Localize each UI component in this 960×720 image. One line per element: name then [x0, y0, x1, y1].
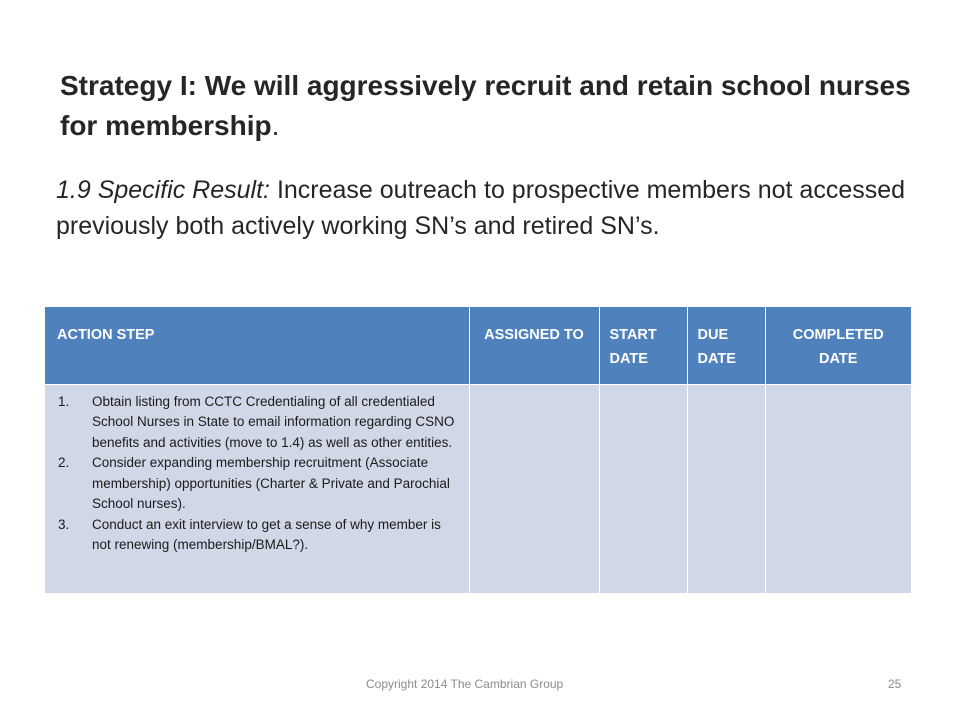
specific-result-text: Increase outreach to prospective members not accessed previously both actively working SN’s and retired SN’s. [56, 176, 906, 240]
step-number: 1. [58, 393, 70, 409]
slide-title-period: . [271, 110, 280, 141]
header-assigned-to: ASSIGNED TO [469, 307, 599, 384]
due-date-cell [687, 384, 765, 593]
assigned-to-cell [469, 384, 599, 593]
action-step-cell [45, 384, 469, 593]
list-item [46, 392, 460, 454]
specific-result-label: 1.9 Specific Result: [56, 176, 270, 204]
action-steps-table [45, 307, 911, 593]
action-step-list [46, 386, 468, 556]
table-row [45, 384, 911, 593]
list-item [46, 453, 460, 515]
table-header-row [45, 307, 911, 384]
step-text: Conduct an exit interview to get a sense of why member is not renewing (membership/BMAL?). [92, 516, 441, 552]
copyright-text: Copyright 2014 The Cambrian Group [366, 677, 564, 691]
specific-result [56, 172, 906, 244]
completed-date-cell [765, 384, 911, 593]
slide-title-text: Strategy I: We will aggressively recruit and retain school nurses for membership [60, 70, 911, 141]
header-completed-date: COMPLETED DATE [765, 307, 911, 384]
step-text: Consider expanding membership recruitment (Associate membership) opportunities (Charter & Private and Parochial School nurses). [92, 455, 450, 511]
slide-title [60, 66, 920, 146]
step-number: 2. [58, 455, 70, 470]
step-number: 3. [58, 516, 70, 532]
header-due-date: DUE DATE [687, 307, 765, 384]
list-item [46, 515, 460, 556]
start-date-cell [599, 384, 687, 593]
page-number: 25 [888, 677, 902, 691]
header-start-date: START DATE [599, 307, 687, 384]
step-text: Obtain listing from CCTC Credentialing of all credentialed School Nurses in State to email information regarding CSNO benefits and activities (move to 1.4) as well as other entities. [92, 393, 455, 450]
header-action-step: ACTION STEP [45, 307, 469, 384]
